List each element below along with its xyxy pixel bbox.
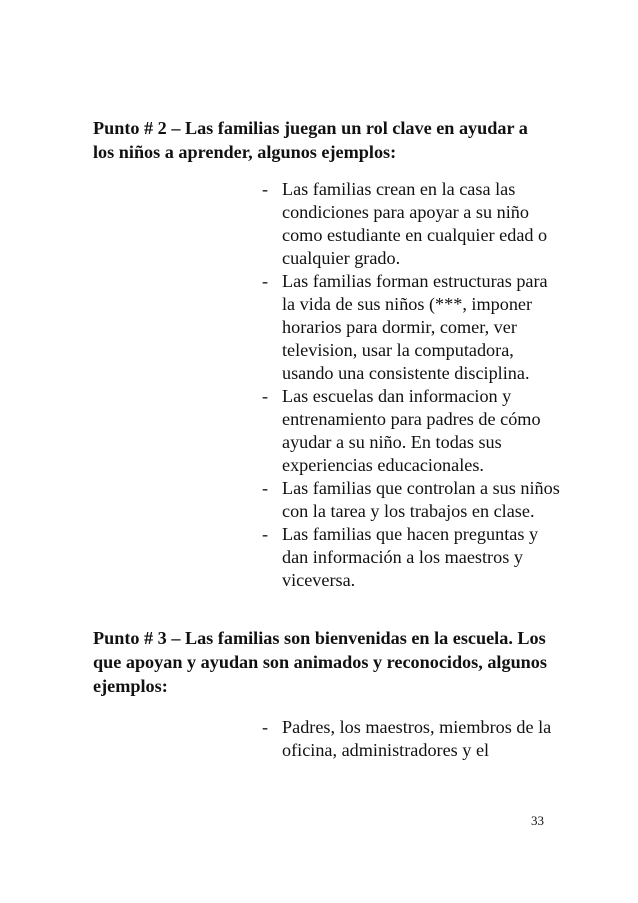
bullet-dash: - (262, 179, 269, 199)
section-2-bullet-list (262, 178, 562, 592)
list-item-text: Las escuelas dan informacion y entrenamiento para padres de cómo ayudar a su niño. En todas sus experiencias educacionales. (282, 386, 541, 475)
bullet-dash: - (262, 478, 269, 498)
list-item-text: Las familias que hacen preguntas y dan información a los maestros y viceversa. (282, 524, 539, 590)
bullet-dash: - (262, 717, 269, 737)
list-item-text: Las familias que controlan a sus niños con la tarea y los trabajos en clase. (282, 478, 560, 521)
section-3-heading: Punto # 3 – Las familias son bienvenidas en la escuela. Los que apoyan y ayudan son animados y reconocidos, algunos ejemplos: (93, 628, 547, 696)
list-item (262, 477, 562, 523)
list-item-text: Las familias crean en la casa las condiciones para apoyar a su niño como estudiante en cualquier edad o cualquier grado. (282, 179, 548, 268)
list-item (262, 385, 562, 477)
page-number: 33 (531, 813, 544, 828)
section-3-bullet-list (262, 716, 562, 762)
list-item-text: Las familias forman estructuras para la vida de sus niños (***, imponer horarios para dormir, comer, ver television, usar la computadora, usando una consistente disciplina. (282, 271, 548, 383)
list-item (262, 523, 562, 592)
bullet-dash: - (262, 524, 269, 544)
bullet-dash: - (262, 271, 269, 291)
section-2-heading: Punto # 2 – Las familias juegan un rol clave en ayudar a los niños a aprender, algunos ejemplos: (93, 118, 528, 162)
list-item-text: Padres, los maestros, miembros de la oficina, administradores y el (282, 717, 552, 760)
list-item (262, 270, 562, 385)
bullet-dash: - (262, 386, 269, 406)
list-item (262, 716, 562, 762)
list-item (262, 178, 562, 270)
